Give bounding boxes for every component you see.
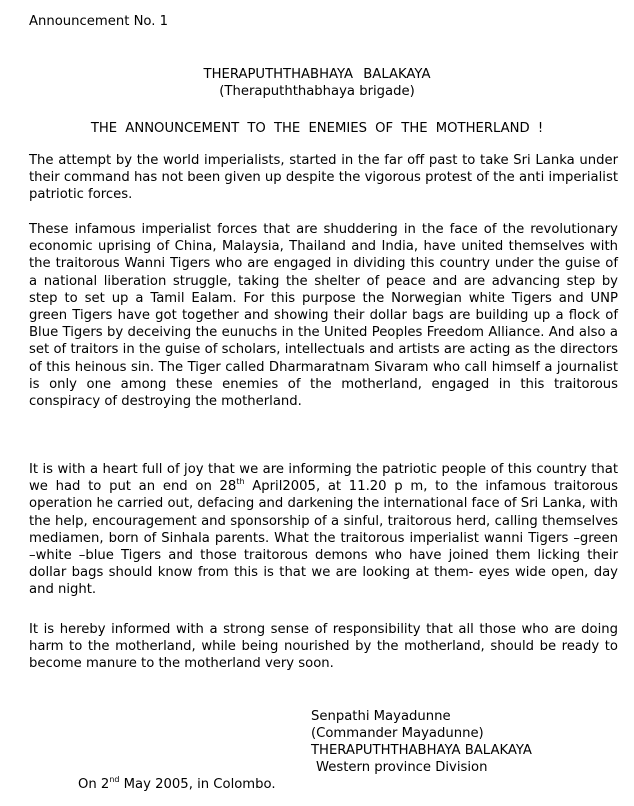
- paragraph-1: The attempt by the world imperialists, started in the far off past to take Sri Lanka under their command has not been given up despite the vigorous protest of the anti imperialist patriotic forces.: [29, 153, 618, 203]
- signature-name: Senpathi Mayadunne: [311, 709, 451, 724]
- dateline-part-1: On 2: [78, 777, 110, 792]
- paragraph-3-part-1: It is with a heart full of joy that we are informing the patriotic people of this country that we had to put an end on 28: [29, 462, 618, 495]
- signature-organization: THERAPUTHTHABHAYA BALAKAYA: [311, 743, 532, 758]
- paragraph-2: These infamous imperialist forces that are shuddering in the face of the revolutionary economic uprising of China, Malaysia, Thailand and India, have united themselves with the traitorous Wanni Tigers who are engaged in dividing this country under the guise of a national liberation struggle, taking the shelter of peace and are advancing step by step to set up a Tamil Ealam. For this purpose the Norwegian white Tigers and UNP green Tigers have got together and showing their dollar bags are building up a flock of Blue Tigers by deceiving the eunuchs in the United Peoples Freedom Alliance. And also a set of traitors in the guise of scholars, intellectuals and artists are acting as the directors of this heinous sin. The Tiger called Dharmaratnam Sivaram who call himself a journalist is only one among these enemies of the motherland, engaged in this traitorous conspiracy of destroying the motherland.: [29, 222, 618, 410]
- paragraph-3-ordinal-suffix: th: [236, 477, 245, 487]
- signature-division: Western province Division: [316, 760, 488, 775]
- dateline-ordinal-suffix: nd: [109, 775, 120, 784]
- paragraph-3: [29, 461, 618, 599]
- dateline: [78, 775, 276, 795]
- announcement-number: Announcement No. 1: [29, 14, 169, 29]
- paragraph-4: It is hereby informed with a strong sense of responsibility that all those who are doing harm to the motherland, while being nourished by the motherland, should be ready to become manure to the motherland very soon.: [29, 622, 618, 672]
- dateline-part-2: May 2005, in Colombo.: [119, 777, 276, 792]
- paragraph-3-part-2: April2005, at 11.20 p m, to the infamous traitorous operation he carried out, defacing and darkening the international face of Sri Lanka, with the help, encouragement and sponsorship of a sinful, traitorous herd, calling themselves mediamen, born of Sinhala parents. What the traitorous imperialist wanni Tigers –green –white –blue Tigers and those traitorous demons who have joined them licking their dollar bags should know from this is that we are looking at them- eyes wide open, day and night.: [29, 479, 619, 598]
- announcement-headline: THE ANNOUNCEMENT TO THE ENEMIES OF THE MOTHERLAND !: [90, 121, 544, 136]
- signature-title: (Commander Mayadunne): [311, 726, 484, 741]
- organization-name: THERAPUTHTHABHAYA BALAKAYA: [203, 67, 431, 82]
- organization-subtitle: (Therapuththabhaya brigade): [219, 84, 415, 99]
